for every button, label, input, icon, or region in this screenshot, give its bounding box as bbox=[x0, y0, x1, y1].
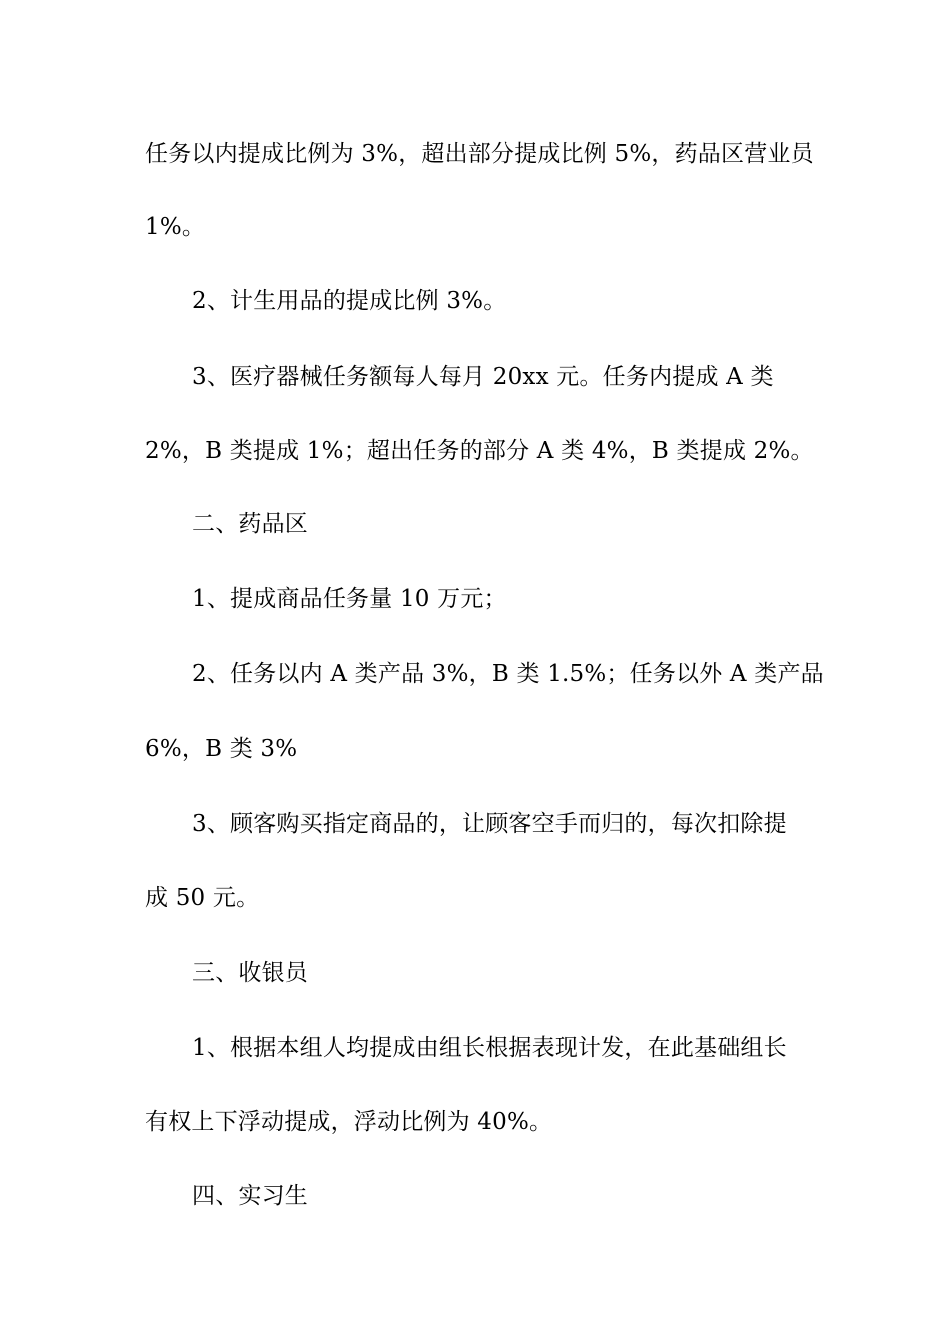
paragraph-line: 2%，B 类提成 1%；超出任务的部分 A 类 4%，B 类提成 2%。 bbox=[145, 438, 814, 464]
section-heading: 三、收银员 bbox=[192, 960, 308, 986]
list-item: 1、提成商品任务量 10 万元； bbox=[192, 586, 507, 612]
list-item: 1、根据本组人均提成由组长根据表现计发，在此基础组长 bbox=[192, 1035, 787, 1061]
list-item: 3、顾客购买指定商品的，让顾客空手而归的，每次扣除提 bbox=[192, 811, 787, 837]
paragraph-line: 任务以内提成比例为 3%，超出部分提成比例 5%，药品区营业员 bbox=[145, 141, 814, 167]
list-item: 3、医疗器械任务额每人每月 20xx 元。任务内提成 A 类 bbox=[192, 364, 774, 390]
section-heading: 四、实习生 bbox=[192, 1183, 308, 1209]
paragraph-line: 1%。 bbox=[145, 214, 206, 240]
list-item: 2、任务以内 A 类产品 3%，B 类 1.5%；任务以外 A 类产品 bbox=[192, 661, 824, 687]
section-heading: 二、药品区 bbox=[192, 511, 308, 537]
paragraph-line: 6%，B 类 3% bbox=[145, 736, 298, 762]
list-item: 2、计生用品的提成比例 3%。 bbox=[192, 288, 507, 314]
paragraph-line: 成 50 元。 bbox=[145, 885, 260, 911]
paragraph-line: 有权上下浮动提成，浮动比例为 40%。 bbox=[145, 1109, 553, 1135]
